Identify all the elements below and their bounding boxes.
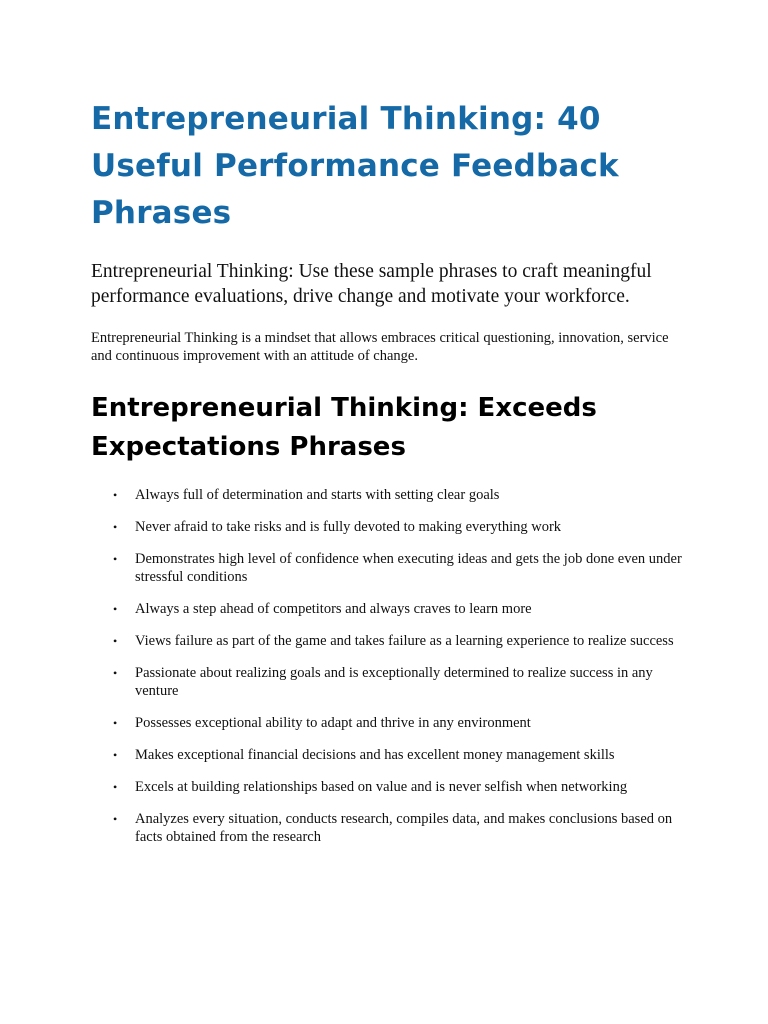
phrase-text: Excels at building relationships based on value and is never selfish when networking (135, 779, 628, 795)
phrase-text: Views failure as part of the game and takes failure as a learning experience to realize success (135, 633, 674, 649)
list-item (91, 600, 691, 618)
bullet-icon: • (113, 488, 118, 502)
list-item (91, 518, 691, 536)
bullet-icon: • (113, 520, 118, 534)
list-item (91, 664, 691, 700)
bullet-icon: • (113, 716, 118, 730)
list-item (91, 486, 691, 504)
bullet-icon: • (113, 634, 118, 648)
bullet-icon: • (113, 748, 118, 762)
phrase-text: Always a step ahead of competitors and always craves to learn more (135, 601, 532, 617)
phrase-text: Always full of determination and starts with setting clear goals (135, 487, 500, 503)
list-item (91, 632, 691, 650)
list-item (91, 778, 691, 796)
list-item (91, 550, 691, 586)
list-item (91, 810, 691, 846)
bullet-icon: • (113, 552, 118, 566)
document-title: Entrepreneurial Thinking: 40 Useful Performance Feedback Phrases (91, 101, 619, 231)
phrase-text: Never afraid to take risks and is fully devoted to making everything work (135, 519, 562, 535)
bullet-icon: • (113, 812, 118, 826)
phrase-text: Passionate about realizing goals and is exceptionally determined to realize success in any venture (135, 665, 653, 699)
list-item (91, 746, 691, 764)
bullet-icon: • (113, 780, 118, 794)
phrase-list (91, 486, 691, 846)
intro-paragraph: Entrepreneurial Thinking: Use these sample phrases to craft meaningful performance evaluations, drive change and motivate your workforce. (91, 261, 652, 307)
definition-paragraph: Entrepreneurial Thinking is a mindset that allows embraces critical questioning, innovation, service and continuous improvement with an attitude of change. (91, 330, 669, 364)
list-item (91, 714, 691, 732)
section-heading: Entrepreneurial Thinking: Exceeds Expectations Phrases (91, 393, 597, 462)
phrase-text: Analyzes every situation, conducts research, compiles data, and makes conclusions based on facts obtained from the research (135, 811, 673, 845)
phrase-text: Makes exceptional financial decisions and has excellent money management skills (135, 747, 615, 763)
phrase-text: Possesses exceptional ability to adapt and thrive in any environment (135, 715, 531, 731)
bullet-icon: • (113, 666, 118, 680)
phrase-text: Demonstrates high level of confidence when executing ideas and gets the job done even under stressful conditions (135, 551, 682, 585)
bullet-icon: • (113, 602, 118, 616)
document-page (91, 96, 691, 860)
